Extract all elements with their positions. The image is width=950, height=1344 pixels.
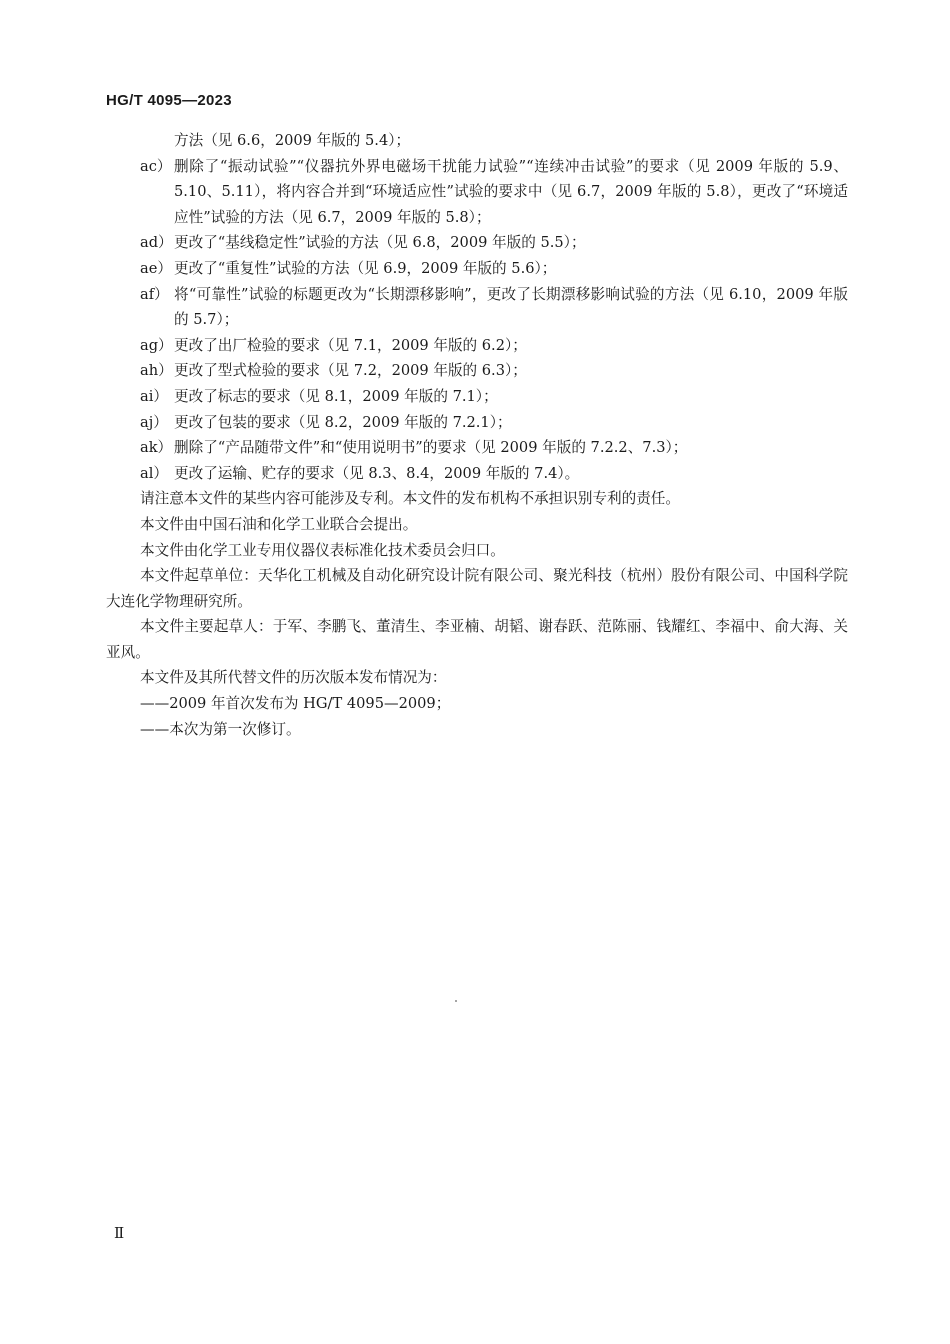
list-marker: ai） — [140, 387, 168, 405]
foreword-content — [106, 128, 848, 742]
list-marker: ah） — [140, 362, 173, 380]
list-item-text: 更改了“基线稳定性”试验的方法（见 6.8，2009 年版的 5.5）； — [174, 234, 586, 252]
list-item-text: 更改了标志的要求（见 8.1，2009 年版的 7.1）； — [174, 387, 498, 405]
list-item — [106, 461, 848, 487]
standard-code-header: HG/T 4095—2023 — [106, 92, 232, 109]
continuation-text: 方法（见 6.6，2009 年版的 5.4）； — [174, 132, 411, 149]
list-marker: ac） — [140, 157, 172, 175]
list-item — [106, 154, 848, 231]
list-item-text: 更改了运输、贮存的要求（见 8.3、8.4，2009 年版的 7.4）。 — [174, 464, 580, 482]
list-marker: ak） — [140, 439, 173, 457]
scan-speck — [455, 1000, 457, 1002]
history-intro: 本文件及其所代替文件的历次版本发布情况为： — [140, 669, 447, 687]
list-marker: ag） — [140, 336, 173, 354]
list-item-text: 删除了“振动试验”“仪器抗外界电磁场干扰能力试验”“连续冲击试验”的要求（见 2009 年版的 5.9、5.10、5.11），将内容合并到“环境适应性”试验的要求中（见 6.7，2009 年版的 5.8），更改了“环境适应性”试验的方法（见 6.7，2009 年版的 5.8）； — [174, 157, 848, 226]
list-item — [106, 230, 848, 256]
list-marker: af） — [140, 285, 169, 303]
list-item — [106, 358, 848, 384]
list-item-text: 将“可靠性”试验的标题更改为“长期漂移影响”，更改了长期漂移影响试验的方法（见 6.10，2009 年版的 5.7）； — [174, 285, 848, 329]
list-item-text: 更改了包装的要求（见 8.2，2009 年版的 7.2.1）； — [174, 413, 512, 431]
drafters: 本文件主要起草人：于军、李鹏飞、董清生、李亚楠、胡韬、谢春跃、范陈丽、钱耀红、李福中、俞大海、关亚风。 — [106, 618, 848, 661]
list-item-text: 更改了出厂检验的要求（见 7.1，2009 年版的 6.2）； — [174, 336, 527, 354]
list-marker: aj） — [140, 413, 168, 431]
drafting-units: 本文件起草单位：天华化工机械及自动化研究设计院有限公司、聚光科技（杭州）股份有限公司、中国科学院大连化学物理研究所。 — [106, 567, 848, 610]
patent-notice: 请注意本文件的某些内容可能涉及专利。本文件的发布机构不承担识别专利的责任。 — [140, 490, 680, 508]
list-item-text: 更改了型式检验的要求（见 7.2，2009 年版的 6.3）； — [174, 362, 527, 380]
list-item — [106, 435, 848, 461]
history-entry: ——2009 年首次发布为 HG/T 4095—2009； — [140, 695, 451, 713]
list-item — [106, 410, 848, 436]
list-marker: al） — [140, 464, 168, 482]
list-item — [106, 256, 848, 282]
list-item — [106, 384, 848, 410]
page-number: Ⅱ — [114, 1224, 125, 1242]
list-item — [106, 282, 848, 333]
list-marker: ae） — [140, 259, 172, 277]
list-item-text: 删除了“产品随带文件”和“使用说明书”的要求（见 2009 年版的 7.2.2、7.3）； — [174, 439, 688, 457]
list-marker: ad） — [140, 234, 173, 252]
list-item-text: 更改了“重复性”试验的方法（见 6.9，2009 年版的 5.6）； — [174, 259, 557, 277]
centralized-by: 本文件由化学工业专用仪器仪表标准化技术委员会归口。 — [140, 541, 505, 559]
list-item — [106, 333, 848, 359]
history-entry: ——本次为第一次修订。 — [140, 720, 301, 738]
proposed-by: 本文件由中国石油和化学工业联合会提出。 — [140, 515, 418, 533]
